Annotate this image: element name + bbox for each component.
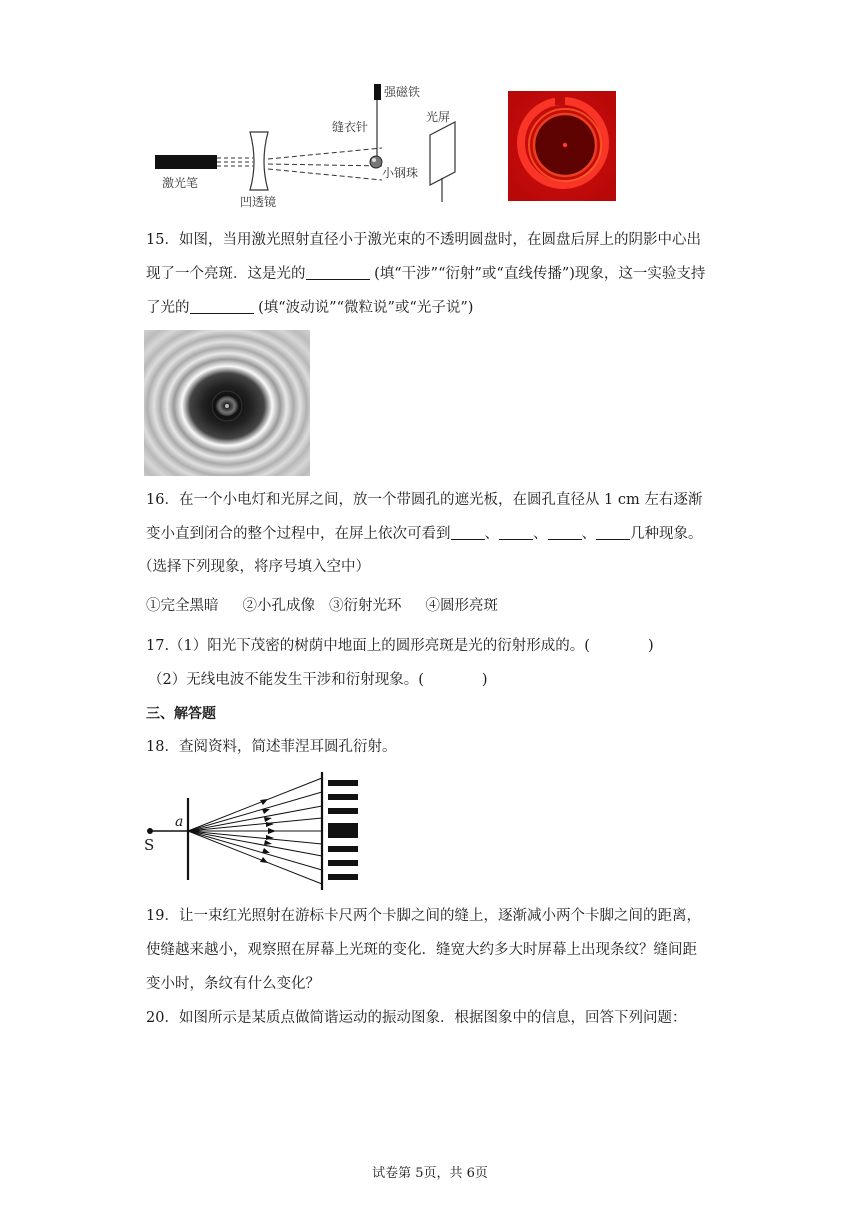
q19-line2: 使缝越来越小，观察照在屏幕上光斑的变化．缝宽大约多大时屏幕上出现条纹？缝间距 xyxy=(146,942,697,958)
q15-line1: 15．如图，当用激光照射直径小于激光束的不透明圆盘时，在圆盘后屏上的阴影中心出 xyxy=(146,232,701,248)
steel-ball-shape xyxy=(370,156,382,168)
q16-option: ③衍射光环 xyxy=(329,598,402,614)
laser-experiment-figure xyxy=(150,80,480,215)
q16-line2: 变小直到闭合的整个过程中，在屏上依次可看到 、 、 、 几种现象。 xyxy=(146,526,703,542)
laser-label: 激光笔 xyxy=(162,176,199,190)
fringe-pattern xyxy=(328,780,358,880)
q19-line1: 19．让一束红光照射在游标卡尺两个卡脚之间的缝上，逐渐减小两个卡脚之间的距离， xyxy=(146,908,701,924)
lens-label: 凹透镜 xyxy=(240,195,277,209)
poisson-spot-image xyxy=(144,330,310,476)
q16-instruction: （选择下列现象，将序号填入空中） xyxy=(138,559,370,575)
ball-label: 小钢珠 xyxy=(382,166,419,180)
q16-blank3[interactable] xyxy=(548,525,582,540)
q15-blank2[interactable] xyxy=(190,299,254,314)
q16-blank4[interactable] xyxy=(596,525,630,540)
q17-part1: 17.（1）阳光下茂密的树荫中地面上的圆形亮斑是光的衍射形成的。( ) xyxy=(146,638,654,654)
q15-line3: 了光的 (填“波动说”“微粒说”或“光子说”) xyxy=(146,300,474,316)
q18-text: 18．查阅资料，简述菲涅耳圆孔衍射。 xyxy=(146,739,397,755)
fresnel-diagram xyxy=(140,770,370,892)
aperture-label: a xyxy=(175,814,184,830)
laser-pen-shape xyxy=(155,155,217,169)
source-label: S xyxy=(144,836,155,854)
laser-experiment-diagram xyxy=(150,80,480,215)
screen-shape xyxy=(430,122,455,185)
section3-title: 三、解答题 xyxy=(146,706,216,722)
q15-blank1[interactable] xyxy=(306,265,370,280)
q16-blank1[interactable] xyxy=(451,525,485,540)
page-footer: 试卷第 5页，共 6页 xyxy=(372,1166,488,1181)
q16-option: ①完全黑暗 xyxy=(146,598,219,614)
concave-lens-shape xyxy=(250,132,268,190)
screen-label: 光屏 xyxy=(426,110,451,124)
magnet-shape xyxy=(374,84,381,100)
q16-options xyxy=(146,596,498,616)
q16-line1: 16．在一个小电灯和光屏之间，放一个带圆孔的遮光板，在圆孔直径从 1 cm 左右逐渐 xyxy=(146,492,703,508)
q16-blank2[interactable] xyxy=(499,525,533,540)
q17-part2: （2）无线电波不能发生干涉和衍射现象。( ) xyxy=(148,672,488,688)
needle-label: 缝衣针 xyxy=(332,120,369,134)
q19-line3: 变小时，条纹有什么变化？ xyxy=(146,976,320,992)
q15-line2: 现了一个亮斑．这是光的 (填“干涉”“衍射”或“直线传播”)现象，这一实验支持 xyxy=(146,266,706,282)
magnet-label: 强磁铁 xyxy=(384,85,421,99)
red-diffraction-photo xyxy=(508,91,616,201)
q16-option: ④圆形亮斑 xyxy=(425,598,498,614)
q20-text: 20．如图所示是某质点做简谐运动的振动图象．根据图象中的信息，回答下列问题： xyxy=(146,1010,687,1026)
q16-option: ②小孔成像 xyxy=(242,598,315,614)
